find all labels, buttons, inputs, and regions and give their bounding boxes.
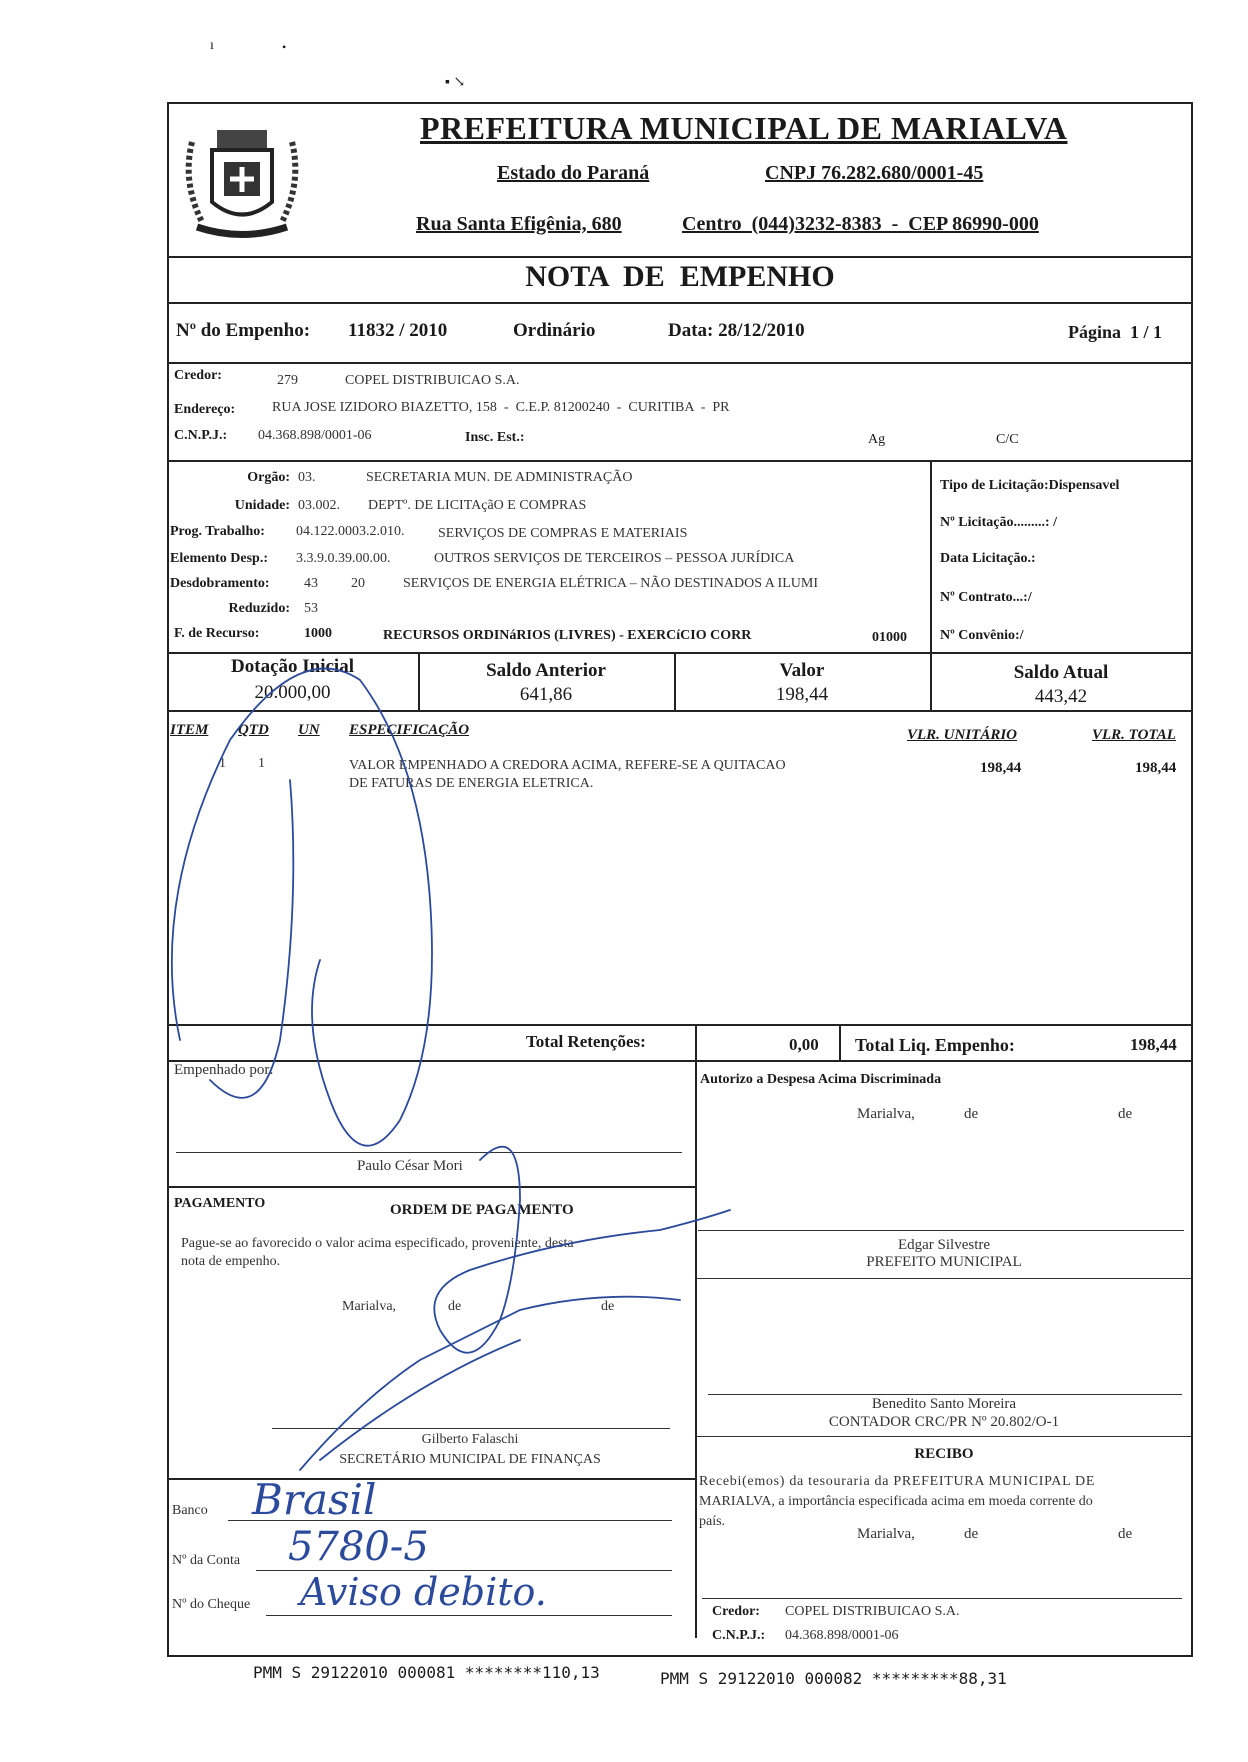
licitacao-tipo: Tipo de Licitação:Dispensavel [940,478,1120,493]
cheque-handwritten: Aviso debito. [300,1570,547,1614]
prog-name: SERVIÇOS DE COMPRAS E MATERIAIS [438,526,688,541]
recibo-text: Recebi(emos) da tesouraria da PREFEITURA MUNICIPAL DE [699,1474,1096,1489]
recibo-text-cont: MARIALVA, a importância especificada acima em moeda corrente do [699,1494,1093,1509]
signature-stroke [210,780,293,1098]
scan-mark: • [282,40,287,54]
retencoes-value: 0,00 [789,1035,819,1054]
row-qtd: 1 [258,756,265,771]
benedito-title: CONTADOR CRC/PR Nº 20.802/O-1 [828,1414,1060,1430]
orgao-label: Orgão: [247,470,290,485]
unidade-name: DEPTº. DE LICITAçãO E COMPRAS [368,498,587,513]
prog-code: 04.122.0003.2.010. [296,524,405,539]
licitacao-convenio: Nº Convênio:/ [940,628,1024,643]
row-item: 1 [219,756,226,771]
balance-label: Dotação Inicial [231,656,354,677]
empenho-number: 11832 / 2010 [348,320,448,341]
payment-marialva: Marialva, [342,1299,397,1314]
banco-label: Banco [172,1503,208,1518]
recibo-de: de [1118,1526,1133,1542]
edgar-title: PREFEITO MUNICIPAL [866,1254,1022,1270]
recibo-cnpj: 04.368.898/0001-06 [785,1628,899,1643]
signature-stroke [172,669,432,1146]
row-total: 198,44 [1135,760,1177,776]
header-title: PREFEITURA MUNICIPAL DE MARIALVA [420,110,1068,146]
prog-label: Prog. Trabalho: [170,524,265,539]
recibo-cnpj-label: C.N.P.J.: [712,1628,766,1643]
desdobramento-name: SERVIÇOS DE ENERGIA ELÉTRICA – NÃO DESTINADOS A ILUMI [403,576,818,591]
credor-label: Credor: [174,368,222,383]
credor-name: COPEL DISTRIBUICAO S.A. [345,373,520,388]
gilberto-title: SECRETÁRIO MUNICIPAL DE FINANÇAS [339,1452,601,1467]
reduzido-value: 53 [304,601,318,616]
col-qtd: QTD [238,722,269,738]
paulo-name: Paulo César Mori [357,1158,463,1174]
signature-stroke [434,1147,730,1353]
recibo-title: RECIBO [914,1446,974,1462]
ordem-label: ORDEM DE PAGAMENTO [390,1202,574,1218]
recurso-name: RECURSOS ORDINáRIOS (LIVRES) - EXERCíCIO CORR [383,628,752,643]
header-cnpj: CNPJ 76.282.680/0001-45 [765,162,984,184]
benedito-name: Benedito Santo Moreira [871,1396,1017,1412]
recurso-label: F. de Recurso: [174,626,260,641]
liquido-label: Total Liq. Empenho: [855,1035,1015,1055]
scan-mark: ▪ ↘ [445,75,466,90]
orgao-name: SECRETARIA MUN. DE ADMINISTRAÇÃO [366,470,633,485]
col-spec: ESPECIFICAÇÃO [349,722,470,738]
de-label: de [1118,1106,1133,1122]
document-title: NOTA DE EMPENHO [525,260,835,293]
liquido-value: 198,44 [1130,1035,1177,1054]
cc-label: C/C [996,432,1019,447]
balance-label: Saldo Atual [1013,662,1109,683]
col-unit-price: VLR. UNITÁRIO [907,727,1018,743]
payment-text: Pague-se ao favorecido o valor acima especificado, proveniente, desta [181,1236,574,1251]
reduzido-label: Reduzido: [228,601,290,616]
pagamento-label: PAGAMENTO [174,1196,266,1211]
balance-value: 641,86 [519,684,573,705]
banco-handwritten: Brasil [252,1475,377,1524]
recibo-marialva: Marialva, [857,1526,915,1542]
scan-mark: ı [210,38,214,53]
desdobramento-b: 20 [351,576,365,591]
signature-stroke [300,1297,680,1470]
de-label: de [964,1106,979,1122]
row-spec: VALOR EMPENHADO A CREDORA ACIMA, REFERE-SE A QUITACAO [349,758,786,773]
ag-label: Ag [868,432,886,447]
payment-text-cont: nota de empenho. [181,1254,281,1269]
bank-stamp: PMM S 29122010 000081 ********110,13 [253,1663,600,1682]
licitacao-contrato: Nº Contrato...:/ [940,590,1032,605]
cheque-label: Nº do Cheque [172,1597,251,1612]
empenhado-por-label: Empenhado por: [174,1062,274,1078]
elemento-name: OUTROS SERVIÇOS DE TERCEIROS – PESSOA JURÍDICA [434,551,795,566]
row-unit-price: 198,44 [980,760,1022,776]
balance-value: 443,42 [1034,686,1088,707]
recurso-extra: 01000 [872,630,907,645]
elemento-code: 3.3.9.0.39.00.00. [296,551,391,566]
unidade-label: Unidade: [234,498,290,513]
payment-de: de [601,1299,615,1314]
header-contact: Centro (044)3232-8383 - CEP 86990-000 [682,213,1039,235]
edgar-name: Edgar Silvestre [897,1237,991,1253]
empenho-date: Data: 28/12/2010 [668,320,805,341]
conta-label: Nº da Conta [172,1553,241,1568]
header-state: Estado do Paraná [497,162,650,184]
unidade-code: 03.002. [298,498,340,513]
header-address: Rua Santa Efigênia, 680 [416,213,622,235]
cnpj-label: C.N.P.J.: [174,428,228,443]
licitacao-data: Data Licitação.: [940,551,1036,566]
balance-label: Valor [779,660,825,681]
recibo-de: de [964,1526,979,1542]
autorizo-label: Autorizo a Despesa Acima Discriminada [700,1072,942,1087]
marialva-label: Marialva, [857,1106,915,1122]
col-un: UN [298,722,320,738]
desdobramento-a: 43 [304,576,318,591]
desdobramento-label: Desdobramento: [170,576,270,591]
recibo-text-end: país. [699,1514,726,1529]
conta-handwritten: 5780-5 [288,1524,429,1570]
payment-de: de [448,1299,462,1314]
col-total: VLR. TOTAL [1092,727,1176,743]
recibo-credor: COPEL DISTRIBUICAO S.A. [785,1604,960,1619]
insc-label: Insc. Est.: [465,430,525,445]
credor-address: RUA JOSE IZIDORO BIAZETTO, 158 - C.E.P. 81200240 - CURITIBA - PR [272,400,730,415]
orgao-code: 03. [298,470,316,485]
licitacao-numero: Nº Licitação.........: / [940,515,1057,530]
page-number: Página 1 / 1 [1068,322,1163,342]
signature-stroke [320,1340,520,1460]
row-spec-cont: DE FATURAS DE ENERGIA ELETRICA. [349,776,594,791]
balance-label: Saldo Anterior [486,660,606,681]
empenho-number-label: Nº do Empenho: [176,320,311,341]
endereco-label: Endereço: [174,402,236,417]
credor-cnpj: 04.368.898/0001-06 [258,428,372,443]
elemento-label: Elemento Desp.: [170,551,268,566]
gilberto-name: Gilberto Falaschi [421,1432,519,1447]
balance-value: 198,44 [775,684,829,705]
retencoes-label: Total Retenções: [526,1032,646,1051]
recurso-code: 1000 [304,626,332,641]
col-item: ITEM [170,722,209,738]
empenho-type: Ordinário [513,320,596,341]
bank-stamp: PMM S 29122010 000082 *********88,31 [660,1669,1007,1688]
balance-value: 20.000,00 [254,682,331,703]
credor-code: 279 [277,373,298,388]
recibo-credor-label: Credor: [712,1604,760,1619]
